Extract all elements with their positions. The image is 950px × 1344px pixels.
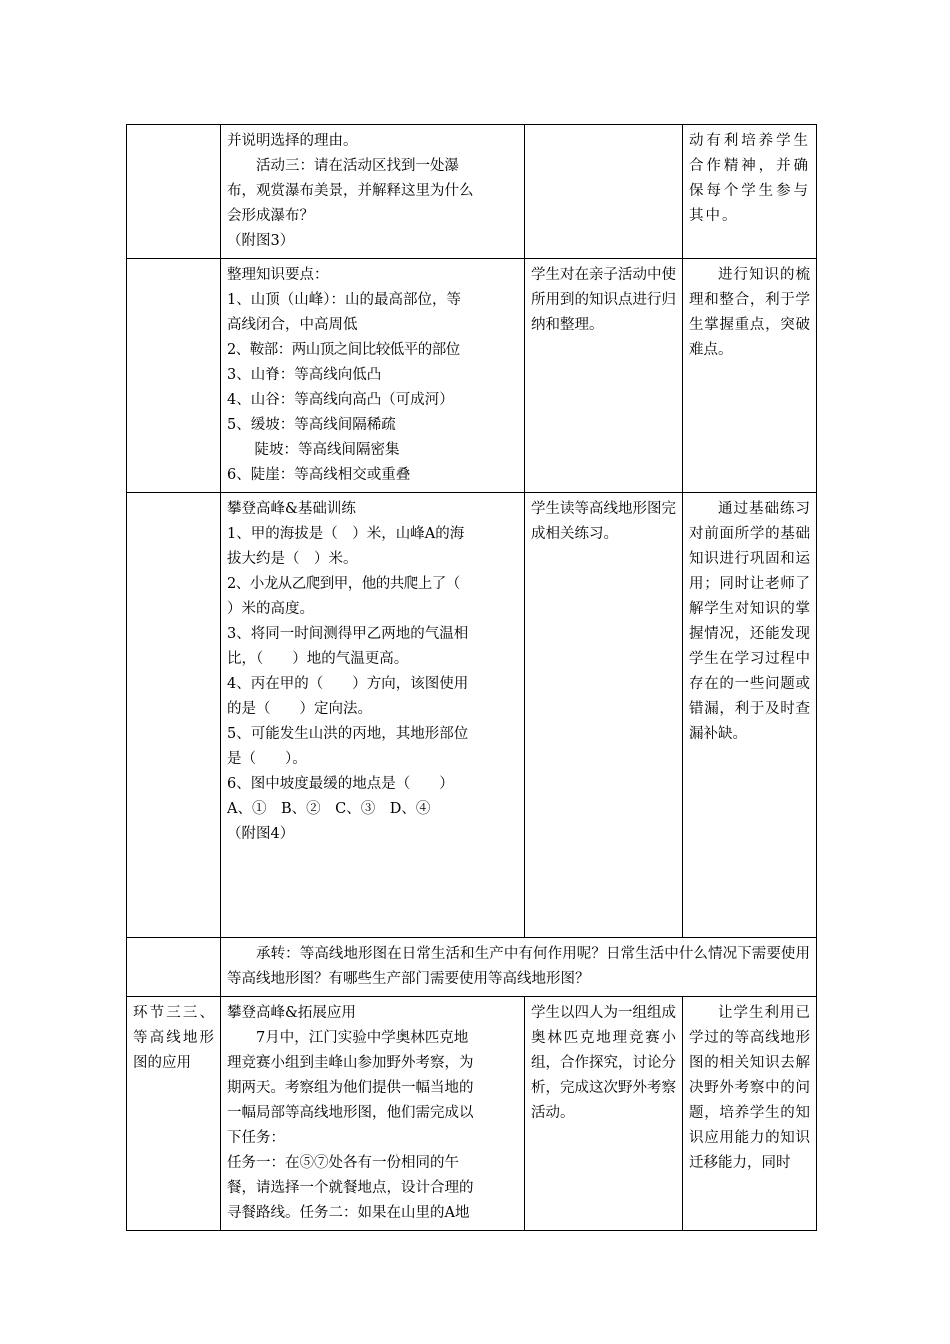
text-line: 5、可能发生山洪的丙地，其地形部位	[227, 726, 469, 742]
design-intent-cell: 通过基础练习对前面所学的基础知识进行巩固和运用；同时让老师了解学生对知识的掌握情况，还能发现学生在学习过程中存在的一些问题或错漏，利于及时查漏补缺。	[683, 493, 817, 938]
text-line: （附图3）	[227, 233, 295, 249]
table-row	[127, 125, 817, 259]
text-line: （附图4）	[227, 826, 295, 842]
text-line: 布，观赏瀑布美景，并解释这里为什么	[227, 183, 474, 199]
text-line: 2、鞍部：两山顶之间比较低平的部位	[227, 342, 460, 358]
text-line: 寻餐路线。任务二：如果在山里的A地	[227, 1205, 470, 1221]
text-line: 任务一：在⑤⑦处各有一份相同的午	[227, 1155, 459, 1171]
text-line: 7月中，江门实验中学奥林匹克地	[256, 1030, 469, 1046]
stage-cell	[127, 125, 221, 259]
teaching-content-cell	[221, 997, 525, 1231]
stage-cell: 环节三三、等高线地形图的应用	[127, 997, 221, 1231]
text-line: ）米的高度。	[227, 601, 314, 617]
table-row	[127, 938, 817, 997]
text-line: 的是（ ）定向法。	[227, 701, 372, 717]
text-line: 攀登高峰&基础训练	[227, 501, 356, 517]
text-line: 期两天。考察组为他们提供一幅当地的	[227, 1080, 474, 1096]
design-intent-cell: 动有利培养学生合作精神，并确保每个学生参与其中。	[683, 125, 817, 259]
text-line: 拔大约是（ ）米。	[227, 551, 358, 567]
text-line: 6、陡崖：等高线相交或重叠	[227, 467, 411, 483]
design-intent-cell: 让学生利用已学过的等高线地形图的相关知识去解决野外考察中的问题，培养学生的知识应用能力的知识迁移能力，同时	[683, 997, 817, 1231]
text-line: 高线闭合，中高周低	[227, 317, 358, 333]
text-line: 陡坡：等高线间隔密集	[254, 442, 400, 458]
text-line: 5、缓坡：等高线间隔稀疏	[227, 417, 396, 433]
text-line: 1、甲的海拔是（ ）米，山峰A的海	[227, 526, 465, 542]
text-line: 是（ ）。	[227, 751, 307, 767]
design-intent-cell: 进行知识的梳理和整合，利于学生掌握重点，突破难点。	[683, 259, 817, 493]
teaching-content-cell	[221, 125, 525, 259]
table-row	[127, 997, 817, 1231]
text-line: 并说明选择的理由。	[227, 133, 358, 149]
text-line: 2、小龙从乙爬到甲，他的共爬上了（	[227, 576, 460, 592]
text-line: 1、山顶（山峰）：山的最高部位，等	[227, 292, 461, 308]
text-line: 理竞赛小组到圭峰山参加野外考察，为	[227, 1055, 474, 1071]
text-line: 4、丙在甲的（ ）方向，该图使用	[227, 676, 469, 692]
teaching-content-cell	[221, 259, 525, 493]
text-line: 6、图中坡度最缓的地点是（ ）	[227, 776, 454, 792]
text-line: 3、将同一时间测得甲乙两地的气温相	[227, 626, 469, 642]
text-line: 3、山脊：等高线向低凸	[227, 367, 382, 383]
student-activity-cell: 学生以四人为一组组成奥林匹克地理竞赛小组，合作探究，讨论分析，完成这次野外考察活动。	[525, 997, 683, 1231]
transition-cell: 承转：等高线地形图在日常生活和生产中有何作用呢？日常生活中什么情况下需要使用等高线地形图？有哪些生产部门需要使用等高线地形图？	[221, 938, 817, 997]
stage-cell	[127, 938, 221, 997]
student-activity-cell: 学生读等高线地形图完成相关练习。	[525, 493, 683, 938]
stage-cell	[127, 259, 221, 493]
text-line: 整理知识要点：	[227, 267, 329, 283]
text-line: 下任务：	[227, 1130, 285, 1146]
student-activity-cell: 学生对在亲子活动中使所用到的知识点进行归纳和整理。	[525, 259, 683, 493]
text-line: A、① B、② C、③ D、④	[227, 801, 431, 817]
stage-cell	[127, 493, 221, 938]
teaching-content-cell	[221, 493, 525, 938]
text-line: 4、山谷：等高线向高凸（可成河）	[227, 392, 454, 408]
text-line: 会形成瀑布？	[227, 208, 314, 224]
text-line: 攀登高峰&拓展应用	[227, 1005, 356, 1021]
text-line: 活动三：请在活动区找到一处瀑	[256, 158, 459, 174]
text-line: 比，（ ）地的气温更高。	[227, 651, 409, 667]
lesson-plan-table	[126, 124, 817, 1231]
text-line: 餐，请选择一个就餐地点，设计合理的	[227, 1180, 474, 1196]
text-line: 一幅局部等高线地形图，他们需完成以	[227, 1105, 474, 1121]
table-row	[127, 493, 817, 938]
student-activity-cell	[525, 125, 683, 259]
table-row	[127, 259, 817, 493]
